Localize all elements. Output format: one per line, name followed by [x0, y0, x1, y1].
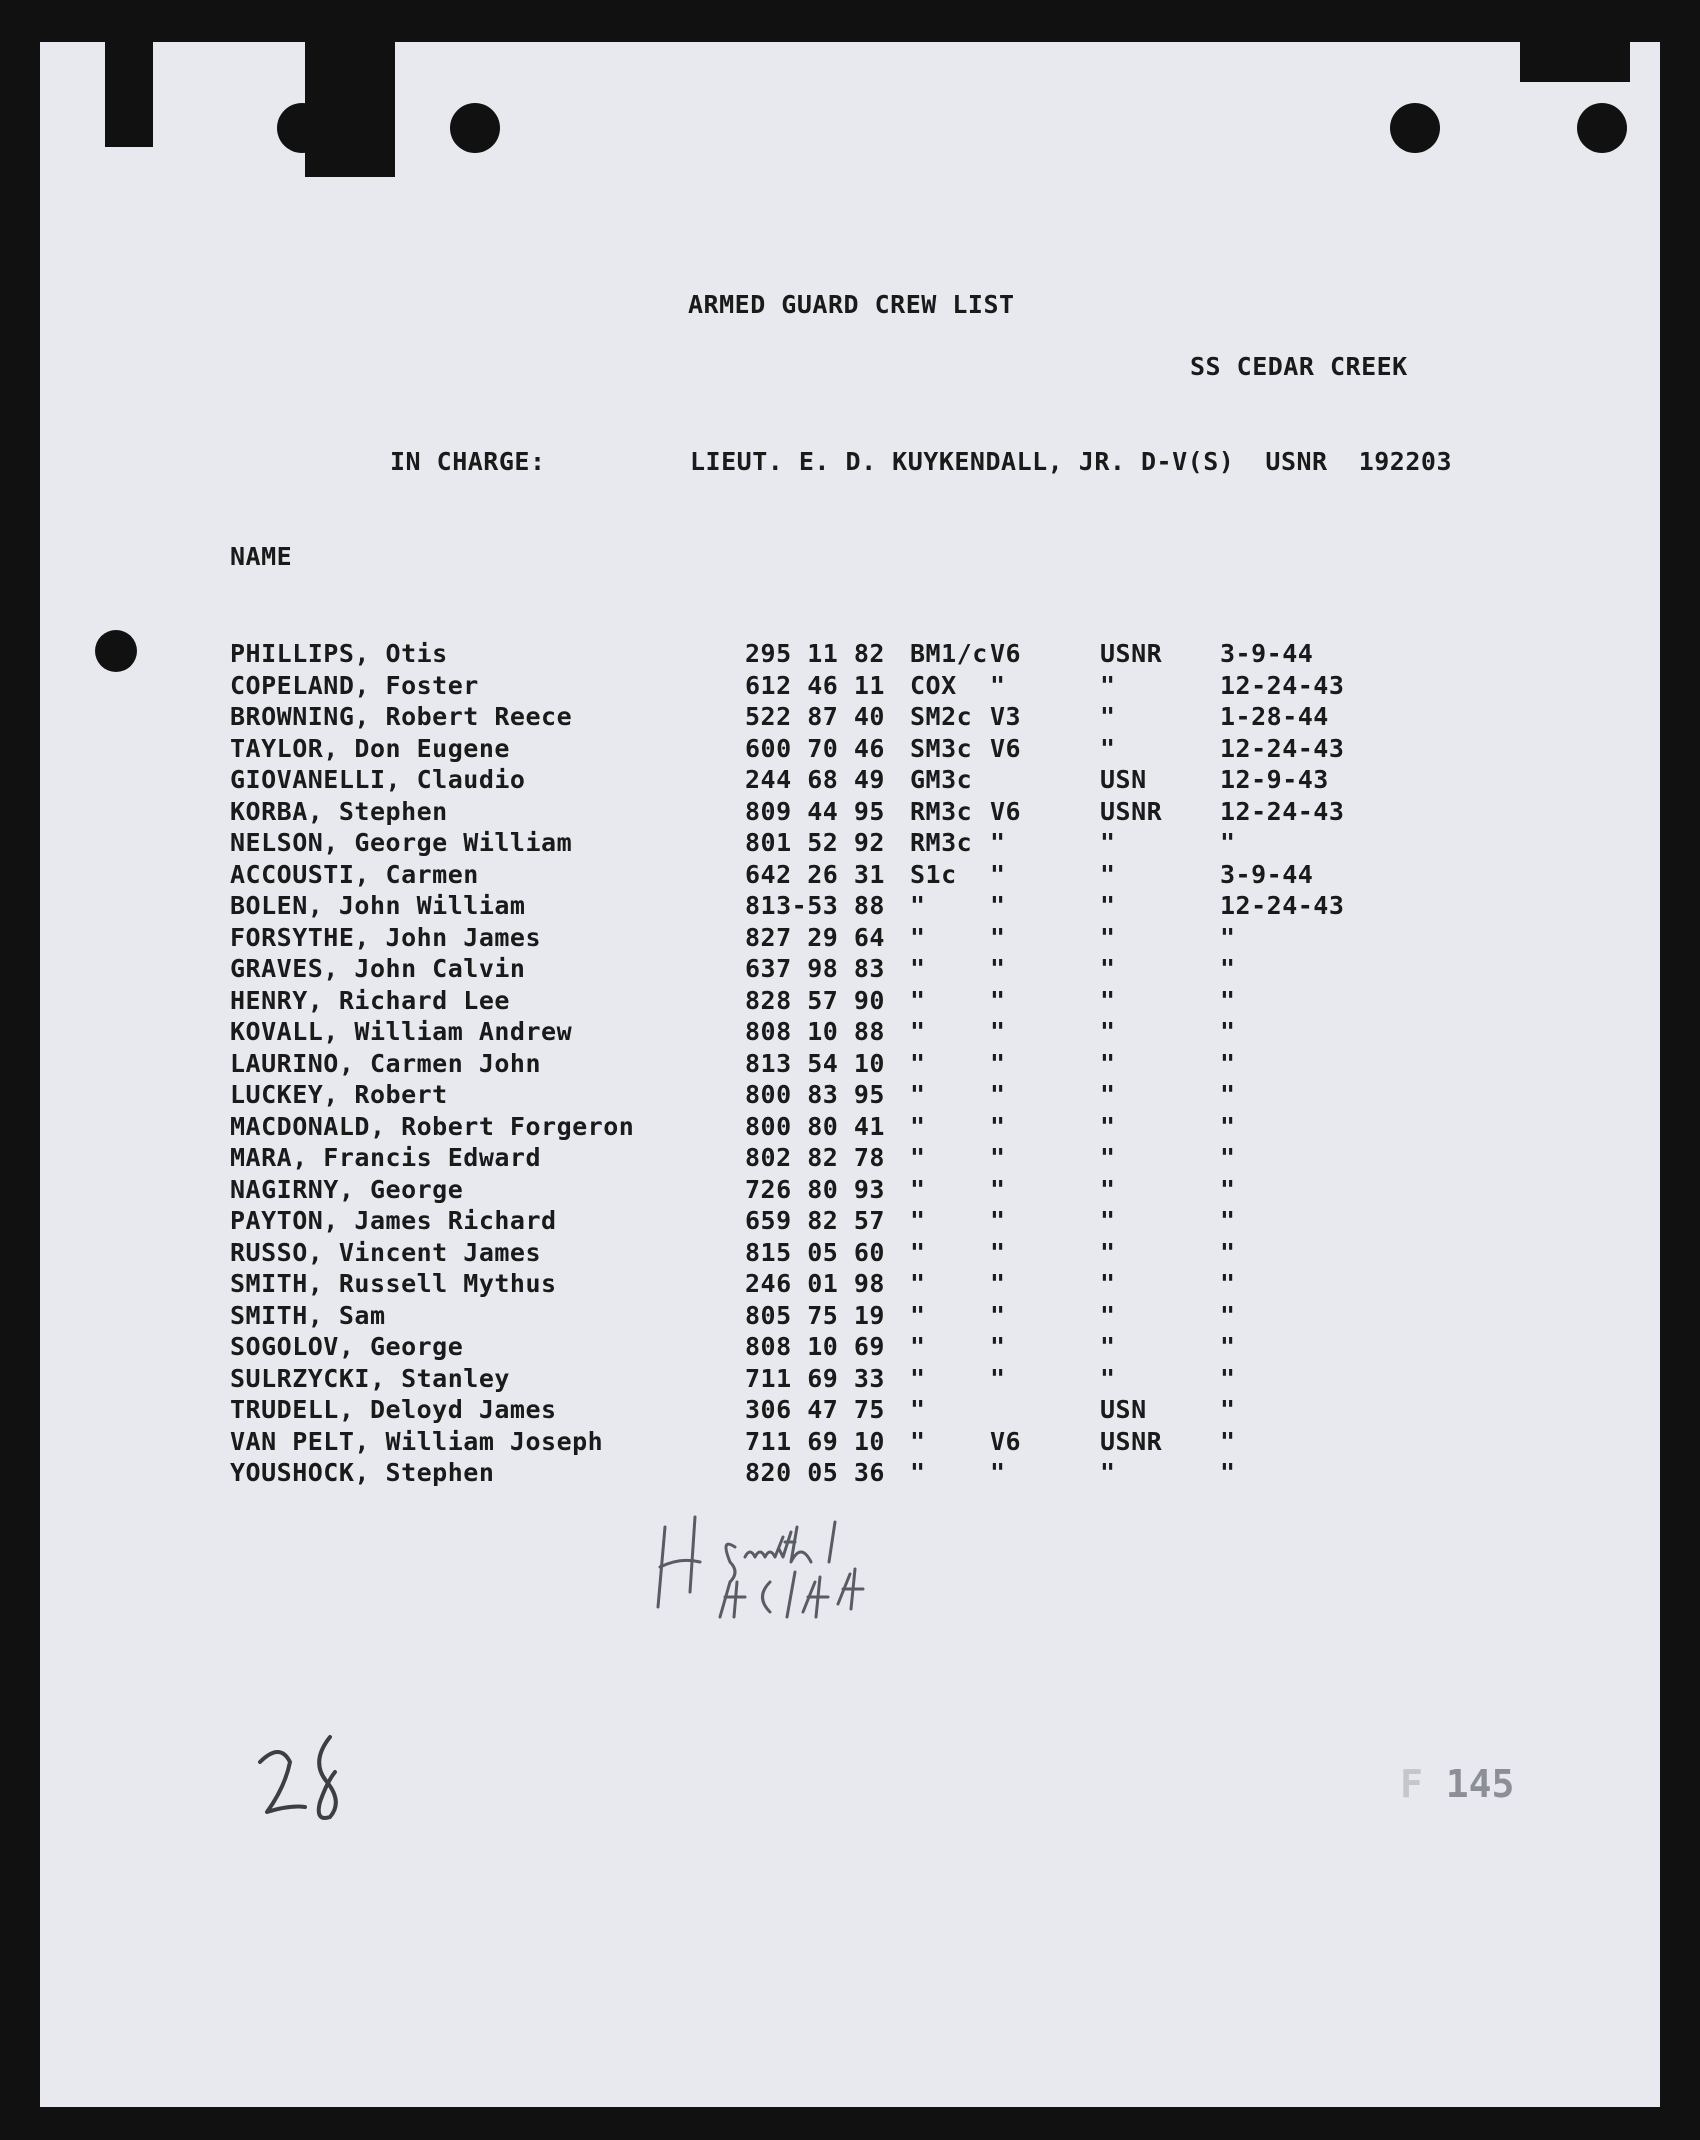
crew-name: HENRY, Richard Lee [230, 985, 510, 1015]
crew-service-number: 813-53 88 [745, 891, 885, 920]
table-row [230, 639, 1530, 671]
crew-name: LAURINO, Carmen John [230, 1048, 542, 1078]
crew-name: GRAVES, John Calvin [230, 954, 526, 983]
crew-service: " [1100, 828, 1116, 857]
table-row [230, 765, 1530, 797]
crew-class: " [990, 954, 1006, 983]
crew-date: 12-24-43 [1220, 733, 1345, 763]
crew-service: " [1100, 1111, 1116, 1141]
crew-service: " [1100, 1143, 1116, 1172]
crew-class: " [990, 1269, 1006, 1298]
crew-class: " [990, 985, 1006, 1015]
document-page [40, 42, 1660, 2107]
crew-date: 3-9-44 [1220, 859, 1314, 889]
crew-class: " [990, 1080, 1006, 1109]
table-row [230, 891, 1530, 923]
binder-tape-left [105, 42, 153, 147]
document-title: ARMED GUARD CREW LIST [688, 290, 1015, 319]
handwritten-marginal-mark [255, 1727, 365, 1837]
crew-rate: " [910, 1458, 926, 1487]
crew-rate: " [910, 1237, 926, 1267]
crew-date: " [1220, 1237, 1236, 1267]
crew-rate: RM3c [910, 828, 973, 857]
crew-service-number: 659 82 57 [745, 1206, 885, 1235]
crew-rate: " [910, 1269, 926, 1298]
crew-class: V6 [990, 639, 1022, 668]
table-row [230, 1017, 1530, 1049]
crew-date: " [1220, 1174, 1236, 1204]
crew-name: BOLEN, John William [230, 891, 526, 920]
crew-date: " [1220, 1300, 1236, 1330]
crew-date: 12-9-43 [1220, 765, 1329, 794]
crew-class: " [990, 1143, 1006, 1172]
crew-name: SMITH, Sam [230, 1300, 386, 1330]
page-stamp-prefix: F [1400, 1762, 1423, 1806]
page-stamp [1400, 1762, 1514, 1806]
crew-service: " [1100, 1017, 1116, 1046]
crew-name: SULRZYCKI, Stanley [230, 1363, 510, 1393]
crew-service: " [1100, 1174, 1116, 1204]
crew-date: " [1220, 922, 1236, 952]
crew-rate: " [910, 1174, 926, 1204]
crew-service: " [1100, 670, 1116, 700]
crew-service-number: 246 01 98 [745, 1269, 885, 1298]
punch-hole [1390, 103, 1440, 153]
crew-service-number: 522 87 40 [745, 702, 885, 731]
table-row [230, 734, 1530, 766]
crew-name: MARA, Francis Edward [230, 1143, 542, 1172]
crew-service-number: 828 57 90 [745, 985, 885, 1015]
crew-service: " [1100, 1048, 1116, 1078]
crew-class: " [990, 1237, 1006, 1267]
crew-name: TAYLOR, Don Eugene [230, 733, 510, 763]
crew-name: LUCKEY, Robert [230, 1080, 448, 1109]
crew-service: USN [1100, 1395, 1147, 1424]
crew-date: 12-24-43 [1220, 670, 1345, 700]
crew-service: USN [1100, 765, 1147, 794]
table-row [230, 797, 1530, 829]
crew-class: V3 [990, 702, 1022, 731]
crew-name: KOVALL, William Andrew [230, 1017, 573, 1046]
crew-date: " [1220, 1269, 1236, 1298]
table-row [230, 1458, 1530, 1490]
table-row [230, 702, 1530, 734]
table-row [230, 1238, 1530, 1270]
crew-date: 12-24-43 [1220, 891, 1345, 920]
crew-class: " [990, 1332, 1006, 1361]
table-row [230, 1080, 1530, 1112]
crew-service-number: 801 52 92 [745, 828, 885, 857]
crew-date: " [1220, 1332, 1236, 1361]
crew-service: " [1100, 1332, 1116, 1361]
crew-rate: " [910, 1206, 926, 1235]
table-row [230, 1175, 1530, 1207]
crew-rate: " [910, 1111, 926, 1141]
crew-date: " [1220, 1426, 1236, 1456]
crew-service: USNR [1100, 796, 1163, 826]
crew-service-number: 815 05 60 [745, 1237, 885, 1267]
crew-service-number: 726 80 93 [745, 1174, 885, 1204]
table-row [230, 954, 1530, 986]
crew-service: " [1100, 733, 1116, 763]
page-stamp-number: 145 [1445, 1762, 1515, 1806]
crew-rate: SM3c [910, 733, 973, 763]
crew-name: VAN PELT, William Joseph [230, 1426, 604, 1456]
table-row [230, 923, 1530, 955]
crew-rate: " [910, 1363, 926, 1393]
crew-date: " [1220, 1206, 1236, 1235]
crew-service: " [1100, 922, 1116, 952]
crew-rate: " [910, 1048, 926, 1078]
crew-class: " [990, 1017, 1006, 1046]
crew-class: " [990, 1174, 1006, 1204]
crew-service: " [1100, 1237, 1116, 1267]
table-row [230, 1427, 1530, 1459]
crew-date: 1-28-44 [1220, 702, 1329, 731]
binder-tape-right [1520, 42, 1630, 82]
crew-service: " [1100, 1080, 1116, 1109]
crew-service-number: 711 69 10 [745, 1426, 885, 1456]
crew-date: " [1220, 1143, 1236, 1172]
table-row [230, 828, 1530, 860]
crew-service: USNR [1100, 639, 1163, 668]
crew-rate: RM3c [910, 796, 973, 826]
table-row [230, 1143, 1530, 1175]
crew-service-number: 808 10 88 [745, 1017, 885, 1046]
handwritten-signature [640, 1512, 1040, 1622]
crew-name: MACDONALD, Robert Forgeron [230, 1111, 635, 1141]
crew-name: NAGIRNY, George [230, 1174, 464, 1204]
crew-rate: " [910, 954, 926, 983]
crew-name: KORBA, Stephen [230, 796, 448, 826]
crew-service: " [1100, 1300, 1116, 1330]
crew-rate: " [910, 985, 926, 1015]
table-row [230, 1049, 1530, 1081]
crew-name: FORSYTHE, John James [230, 922, 542, 952]
crew-class: " [990, 922, 1006, 952]
table-row [230, 671, 1530, 703]
crew-rate: " [910, 1332, 926, 1361]
crew-class: " [990, 670, 1006, 700]
crew-class: " [990, 1300, 1006, 1330]
crew-service: " [1100, 891, 1116, 920]
crew-name: SOGOLOV, George [230, 1332, 464, 1361]
crew-class: " [990, 891, 1006, 920]
crew-service: " [1100, 1363, 1116, 1393]
crew-service-number: 637 98 83 [745, 954, 885, 983]
table-row [230, 1364, 1530, 1396]
crew-rate: " [910, 1143, 926, 1172]
crew-name: GIOVANELLI, Claudio [230, 765, 526, 794]
crew-class: " [990, 828, 1006, 857]
crew-rate: " [910, 1080, 926, 1109]
name-column-header: NAME [230, 542, 293, 571]
ship-name: SS CEDAR CREEK [1190, 352, 1408, 381]
crew-rate: GM3c [910, 765, 973, 794]
crew-class: " [990, 1458, 1006, 1487]
crew-rate: " [910, 891, 926, 920]
crew-date: " [1220, 828, 1236, 857]
crew-name: BROWNING, Robert Reece [230, 702, 573, 731]
crew-class: " [990, 1363, 1006, 1393]
crew-service: " [1100, 1206, 1116, 1235]
crew-date: " [1220, 985, 1236, 1015]
crew-name: PHILLIPS, Otis [230, 639, 448, 668]
crew-name: SMITH, Russell Mythus [230, 1269, 557, 1298]
table-row [230, 1332, 1530, 1364]
table-row [230, 1269, 1530, 1301]
crew-service-number: 295 11 82 [745, 639, 885, 668]
crew-date: " [1220, 1048, 1236, 1078]
crew-service-number: 808 10 69 [745, 1332, 885, 1361]
crew-service-number: 820 05 36 [745, 1458, 885, 1487]
crew-date: " [1220, 1080, 1236, 1109]
crew-rate: BM1/c [910, 639, 988, 668]
crew-service: USNR [1100, 1426, 1163, 1456]
crew-service: " [1100, 859, 1116, 889]
crew-date: " [1220, 1017, 1236, 1046]
crew-date: 12-24-43 [1220, 796, 1345, 826]
crew-service-number: 800 80 41 [745, 1111, 885, 1141]
crew-service: " [1100, 954, 1116, 983]
crew-service: " [1100, 985, 1116, 1015]
crew-rate: COX [910, 670, 957, 700]
crew-date: " [1220, 1363, 1236, 1393]
crew-class: V6 [990, 1426, 1022, 1456]
table-row [230, 1301, 1530, 1333]
crew-service-number: 809 44 95 [745, 796, 885, 826]
crew-class: V6 [990, 733, 1022, 763]
crew-rate: " [910, 1017, 926, 1046]
crew-service-number: 642 26 31 [745, 859, 885, 889]
crew-rate: " [910, 1300, 926, 1330]
crew-date: 3-9-44 [1220, 639, 1314, 668]
crew-name: COPELAND, Foster [230, 670, 479, 700]
crew-rate: " [910, 1395, 926, 1424]
crew-date: " [1220, 954, 1236, 983]
crew-service-number: 813 54 10 [745, 1048, 885, 1078]
crew-class: " [990, 859, 1006, 889]
crew-service-number: 800 83 95 [745, 1080, 885, 1109]
table-row [230, 860, 1530, 892]
crew-service: " [1100, 702, 1116, 731]
crew-rate: SM2c [910, 702, 973, 731]
crew-service-number: 827 29 64 [745, 922, 885, 952]
crew-name: RUSSO, Vincent James [230, 1237, 542, 1267]
crew-service-number: 306 47 75 [745, 1395, 885, 1424]
crew-date: " [1220, 1111, 1236, 1141]
in-charge-label: IN CHARGE: [390, 447, 546, 476]
crew-name: YOUSHOCK, Stephen [230, 1458, 495, 1487]
punch-hole [450, 103, 500, 153]
crew-name: NELSON, George William [230, 828, 573, 857]
crew-service-number: 244 68 49 [745, 765, 885, 794]
crew-name: PAYTON, James Richard [230, 1206, 557, 1235]
crew-class: " [990, 1206, 1006, 1235]
crew-class: V6 [990, 796, 1022, 826]
table-row [230, 1395, 1530, 1427]
punch-hole [95, 630, 137, 672]
crew-rate: S1c [910, 859, 957, 889]
crew-rate: " [910, 1426, 926, 1456]
punch-hole [1577, 103, 1627, 153]
crew-name: ACCOUSTI, Carmen [230, 859, 479, 889]
crew-service-number: 802 82 78 [745, 1143, 885, 1172]
table-row [230, 1112, 1530, 1144]
crew-name: TRUDELL, Deloyd James [230, 1395, 557, 1424]
crew-service-number: 612 46 11 [745, 670, 885, 700]
in-charge-value: LIEUT. E. D. KUYKENDALL, JR. D-V(S) USNR 192203 [690, 447, 1453, 476]
punch-hole [277, 103, 327, 153]
crew-service: " [1100, 1269, 1116, 1298]
crew-date: " [1220, 1458, 1236, 1487]
table-row [230, 986, 1530, 1018]
crew-table [230, 639, 1530, 1490]
crew-class: " [990, 1048, 1006, 1078]
crew-service-number: 600 70 46 [745, 733, 885, 763]
table-row [230, 1206, 1530, 1238]
crew-rate: " [910, 922, 926, 952]
crew-service-number: 711 69 33 [745, 1363, 885, 1393]
crew-class: " [990, 1111, 1006, 1141]
crew-date: " [1220, 1395, 1236, 1424]
crew-service-number: 805 75 19 [745, 1300, 885, 1330]
crew-service: " [1100, 1458, 1116, 1487]
